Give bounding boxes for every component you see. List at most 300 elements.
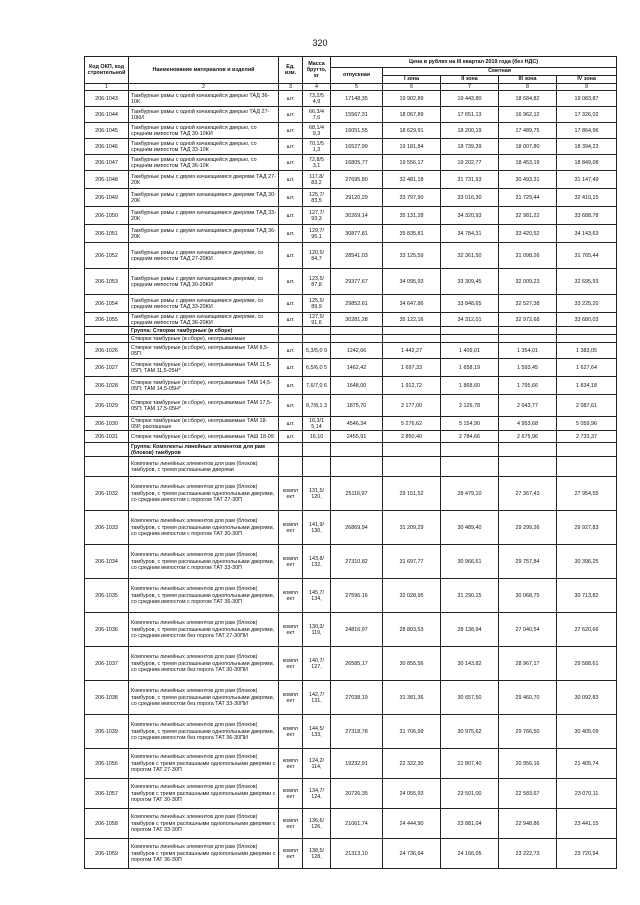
subgroup-row xyxy=(85,457,617,477)
page-number: 320 xyxy=(312,38,328,48)
price-zone-4: 33 688,78 xyxy=(557,207,617,225)
table-row xyxy=(85,359,617,377)
item-code: 206-1043 xyxy=(85,91,129,107)
column-index: 2 xyxy=(129,84,279,91)
price-zone-2: 24 166,05 xyxy=(441,839,499,869)
table-row xyxy=(85,511,617,545)
item-name: Комплекты линейных элементов для рам (блоков) тамбуров, с тремя распашными однопольными дверями, со средним импостом без порога ТАТ 33-30ПИ xyxy=(129,681,279,715)
table-row xyxy=(85,545,617,579)
price-release: 27038,19 xyxy=(331,681,383,715)
price-zone-4: 27 954,55 xyxy=(557,477,617,511)
table-row xyxy=(85,681,617,715)
item-unit: шт. xyxy=(279,107,303,123)
price-zone-2: 19 202,77 xyxy=(441,155,499,171)
item-unit: компл ект xyxy=(279,779,303,809)
item-code: 206-1058 xyxy=(85,809,129,839)
price-zone-2: 2 126,78 xyxy=(441,395,499,417)
item-unit: компл ект xyxy=(279,809,303,839)
item-mass: 16,3/1 5,14 xyxy=(303,417,331,431)
price-zone-1: 31 697,77 xyxy=(383,545,441,579)
item-code: 206-1027 xyxy=(85,359,129,377)
empty-cell xyxy=(279,457,303,477)
price-zone-4: 1 383,05 xyxy=(557,343,617,359)
item-unit: шт. xyxy=(279,431,303,443)
header-mass: Масса брутто, кг xyxy=(303,57,331,84)
price-zone-3: 29 766,50 xyxy=(499,715,557,749)
item-unit: компл ект xyxy=(279,647,303,681)
item-name: Тамбурные рамы с одной качающейся дверью ТАД 27-10КИ xyxy=(129,107,279,123)
price-zone-4: 5 059,96 xyxy=(557,417,617,431)
item-mass: 125,5/ 89,9 xyxy=(303,295,331,313)
item-mass: 8,7/8,1 3 xyxy=(303,395,331,417)
price-table xyxy=(84,56,617,869)
price-release: 21313,10 xyxy=(331,839,383,869)
price-zone-3: 28 967,17 xyxy=(499,647,557,681)
header-zone-3: III зона xyxy=(499,76,557,84)
price-zone-4: 2 733,37 xyxy=(557,431,617,443)
item-mass: 73,2/5 4,9 xyxy=(303,91,331,107)
empty-cell xyxy=(557,327,617,335)
item-unit: компл ект xyxy=(279,477,303,511)
item-name: Тамбурные рамы с двумя качающимися дверями ТАД 27-20К xyxy=(129,171,279,189)
price-release: 25116,97 xyxy=(331,477,383,511)
price-release: 1875,70 xyxy=(331,395,383,417)
header-code: Код ОКП, код строительной xyxy=(85,57,129,84)
price-zone-1: 34 095,93 xyxy=(383,269,441,295)
price-zone-3: 1 795,66 xyxy=(499,377,557,395)
item-name: Комплекты линейных элементов для рам (блоков) тамбуров, с тремя распашными однопольными дверями, со средним импостом с порогом ТАТ 30-30П xyxy=(129,511,279,545)
item-name: Тамбурные рамы с двумя качающимися дверями, со средним импостом ТАД 36-20КИ xyxy=(129,313,279,327)
price-zone-3: 2 675,96 xyxy=(499,431,557,443)
price-zone-1: 33 797,90 xyxy=(383,189,441,207)
price-zone-4: 30 396,25 xyxy=(557,545,617,579)
item-name: Створки тамбурные (в сборе), неотрываемые ТАМ 17,5-05П; ТАМ 17,5-05Н* xyxy=(129,395,279,417)
price-release: 20726,35 xyxy=(331,779,383,809)
price-zone-2: 34 312,01 xyxy=(441,313,499,327)
item-name: Створки тамбурные (в сборе), неотрываемые ТАМ 8,5-05П xyxy=(129,343,279,359)
item-mass: 123,5/ 87,8 xyxy=(303,269,331,295)
price-zone-2: 18 739,39 xyxy=(441,139,499,155)
item-unit: компл ект xyxy=(279,545,303,579)
price-zone-2: 30 975,62 xyxy=(441,715,499,749)
price-zone-1: 24 444,90 xyxy=(383,809,441,839)
table-row xyxy=(85,579,617,613)
price-zone-1: 2 177,00 xyxy=(383,395,441,417)
column-index-row xyxy=(85,84,617,91)
table-row xyxy=(85,243,617,269)
item-unit: компл ект xyxy=(279,749,303,779)
price-zone-3: 29 460,70 xyxy=(499,681,557,715)
item-unit: шт. xyxy=(279,269,303,295)
price-zone-1: 1 697,33 xyxy=(383,359,441,377)
item-unit: компл ект xyxy=(279,511,303,545)
table-row xyxy=(85,91,617,107)
price-zone-4: 29 927,83 xyxy=(557,511,617,545)
item-code: 206-1044 xyxy=(85,107,129,123)
price-zone-3: 32 527,38 xyxy=(499,295,557,313)
price-zone-2: 28 138,94 xyxy=(441,613,499,647)
empty-cell xyxy=(499,327,557,335)
item-mass: 134,7/ 124, xyxy=(303,779,331,809)
item-unit: компл ект xyxy=(279,579,303,613)
empty-cell xyxy=(279,327,303,335)
item-name: Комплекты линейных элементов для рам (блоков) тамбуров, с тремя распашными однопольными дверями, со средним импостом без порога ТАТ 36-30ПИ xyxy=(129,715,279,749)
price-release: 26585,17 xyxy=(331,647,383,681)
empty-cell xyxy=(499,335,557,343)
price-zone-4: 30 405,09 xyxy=(557,715,617,749)
empty-cell xyxy=(331,443,383,457)
item-mass: 127,7/ 93,3 xyxy=(303,207,331,225)
price-zone-3: 30 068,75 xyxy=(499,579,557,613)
price-zone-2: 30 489,40 xyxy=(441,511,499,545)
item-mass: 142,7/ 131, xyxy=(303,681,331,715)
item-mass: 16,10 xyxy=(303,431,331,443)
item-unit: шт. xyxy=(279,189,303,207)
empty-cell xyxy=(331,457,383,477)
empty-cell xyxy=(383,457,441,477)
price-zone-4: 18 849,08 xyxy=(557,155,617,171)
item-unit: шт. xyxy=(279,343,303,359)
price-release: 17148,35 xyxy=(331,91,383,107)
item-unit: шт. xyxy=(279,123,303,139)
item-code: 206-1051 xyxy=(85,225,129,243)
empty-cell xyxy=(85,457,129,477)
price-release: 27596,16 xyxy=(331,579,383,613)
empty-cell xyxy=(279,443,303,457)
price-zone-1: 31 381,36 xyxy=(383,681,441,715)
item-name: Тамбурные рамы с двумя качающимися дверями, со средним импостом ТАД 27-20КИ xyxy=(129,243,279,269)
item-code: 206-1038 xyxy=(85,681,129,715)
price-zone-1: 1 912,72 xyxy=(383,377,441,395)
column-index: 7 xyxy=(441,84,499,91)
price-zone-3: 32 972,68 xyxy=(499,313,557,327)
column-index: 9 xyxy=(557,84,617,91)
empty-cell xyxy=(383,443,441,457)
item-mass: 124,2/ 114, xyxy=(303,749,331,779)
price-zone-3: 18 453,19 xyxy=(499,155,557,171)
item-mass: 127,5/ 91,6 xyxy=(303,313,331,327)
item-unit: шт. xyxy=(279,171,303,189)
price-zone-3: 33 420,52 xyxy=(499,225,557,243)
price-zone-1: 18 629,91 xyxy=(383,123,441,139)
price-zone-4: 23 441,15 xyxy=(557,809,617,839)
empty-cell xyxy=(303,335,331,343)
price-zone-4: 2 087,61 xyxy=(557,395,617,417)
price-release: 30281,28 xyxy=(331,313,383,327)
price-zone-2: 28 479,10 xyxy=(441,477,499,511)
item-name: Створки тамбурные (в сборе), неотрываемые ТАМ 11,5-05П; ТАМ 11,5-05Н* xyxy=(129,359,279,377)
item-unit: шт. xyxy=(279,91,303,107)
empty-cell xyxy=(557,443,617,457)
item-name: Комплекты линейных элементов для рам (блоков) тамбуров, с тремя распашными однопольными дверями, со средним импостом без порога ТАТ 30-30ПИ xyxy=(129,647,279,681)
table-row xyxy=(85,779,617,809)
table-row xyxy=(85,395,617,417)
price-zone-4: 27 620,66 xyxy=(557,613,617,647)
price-zone-4: 32 410,15 xyxy=(557,189,617,207)
table-row xyxy=(85,839,617,869)
empty-cell xyxy=(441,457,499,477)
item-name: Комплекты линейных элементов для рам (блоков) тамбуров с тремя распашными однопольными дверями с порогом ТАТ 36-30П xyxy=(129,839,279,869)
table-row xyxy=(85,377,617,395)
item-name: Комплекты линейных элементов для рам (блоков) тамбуров с тремя распашными однопольными дверями с порогом ТАТ 30-30П xyxy=(129,779,279,809)
item-unit: шт. xyxy=(279,225,303,243)
column-index: 3 xyxy=(279,84,303,91)
price-zone-2: 34 320,93 xyxy=(441,207,499,225)
item-mass: 143,8/ 132, xyxy=(303,545,331,579)
item-name: Тамбурные рамы с одной качающейся дверью, со средним импостом ТАД 33-10К xyxy=(129,139,279,155)
item-mass: 7,6/7,0 6 xyxy=(303,377,331,395)
price-zone-2: 32 361,50 xyxy=(441,243,499,269)
price-zone-3: 29 757,84 xyxy=(499,545,557,579)
table-row xyxy=(85,477,617,511)
price-zone-1: 35 131,28 xyxy=(383,207,441,225)
price-zone-2: 2 784,66 xyxy=(441,431,499,443)
price-zone-4: 30 092,83 xyxy=(557,681,617,715)
price-zone-3: 18 684,82 xyxy=(499,91,557,107)
item-unit: компл ект xyxy=(279,839,303,869)
item-mass: 68,1/4 9,3 xyxy=(303,123,331,139)
item-code: 206-1029 xyxy=(85,395,129,417)
price-release: 24816,97 xyxy=(331,613,383,647)
item-code: 206-1036 xyxy=(85,613,129,647)
price-release: 16805,77 xyxy=(331,155,383,171)
price-zone-1: 33 125,59 xyxy=(383,243,441,269)
price-zone-4: 17 326,02 xyxy=(557,107,617,123)
price-zone-1: 34 647,86 xyxy=(383,295,441,313)
item-name: Тамбурные рамы с одной качающейся дверью, со средним импостом ТАД 30-10КИ xyxy=(129,123,279,139)
item-code: 206-1048 xyxy=(85,171,129,189)
subgroup-row xyxy=(85,335,617,343)
price-zone-1: 35 835,81 xyxy=(383,225,441,243)
price-zone-1: 32 481,18 xyxy=(383,171,441,189)
header-zone-4: IV зона xyxy=(557,76,617,84)
item-code: 206-1050 xyxy=(85,207,129,225)
item-code: 206-1049 xyxy=(85,189,129,207)
table-row xyxy=(85,749,617,779)
empty-cell xyxy=(383,335,441,343)
empty-cell xyxy=(383,327,441,335)
price-zone-2: 18 200,19 xyxy=(441,123,499,139)
price-zone-3: 32 981,22 xyxy=(499,207,557,225)
item-mass: 140,7/ 127, xyxy=(303,647,331,681)
item-name: Тамбурные рамы с двумя качающимися дверями, со средним импостом ТАД 30-20КИ xyxy=(129,269,279,295)
price-zone-3: 32 009,23 xyxy=(499,269,557,295)
price-zone-4: 33 680,03 xyxy=(557,313,617,327)
price-zone-1: 1 442,27 xyxy=(383,343,441,359)
price-zone-2: 30 966,61 xyxy=(441,545,499,579)
item-unit: шт. xyxy=(279,359,303,377)
item-unit: шт. xyxy=(279,313,303,327)
item-code: 206-1039 xyxy=(85,715,129,749)
empty-cell xyxy=(441,327,499,335)
table-row xyxy=(85,809,617,839)
price-zone-2: 33 309,45 xyxy=(441,269,499,295)
price-zone-2: 33 016,30 xyxy=(441,189,499,207)
item-mass: 129,7/ 95,1 xyxy=(303,225,331,243)
table-row xyxy=(85,343,617,359)
group-row xyxy=(85,327,617,335)
item-mass: 5,3/5,0 9 xyxy=(303,343,331,359)
price-zone-1: 29 151,52 xyxy=(383,477,441,511)
item-code: 206-1045 xyxy=(85,123,129,139)
price-release: 1462,42 xyxy=(331,359,383,377)
item-mass: 141,9/ 130, xyxy=(303,511,331,545)
table-row xyxy=(85,269,617,295)
column-index: 1 xyxy=(85,84,129,91)
item-code: 206-1054 xyxy=(85,295,129,313)
empty-cell xyxy=(85,335,129,343)
empty-cell xyxy=(303,457,331,477)
item-mass: 130,3/ 119, xyxy=(303,613,331,647)
item-code: 206-1028 xyxy=(85,377,129,395)
item-code: 206-1052 xyxy=(85,243,129,269)
item-mass: 144,5/ 133, xyxy=(303,715,331,749)
price-zone-1: 30 855,56 xyxy=(383,647,441,681)
item-unit: шт. xyxy=(279,417,303,431)
item-name: Тамбурные рамы с одной качающейся дверью, со средним импостом ТАД 36-10К xyxy=(129,155,279,171)
item-unit: компл ект xyxy=(279,715,303,749)
item-code: 206-1035 xyxy=(85,579,129,613)
item-code: 206-1046 xyxy=(85,139,129,155)
item-mass: 6,5/6,0 5 xyxy=(303,359,331,377)
price-zone-3: 2 043,77 xyxy=(499,395,557,417)
price-release: 26869,94 xyxy=(331,511,383,545)
item-unit: шт. xyxy=(279,207,303,225)
item-name: Комплекты линейных элементов для рам (блоков) тамбуров с тремя распашными однопольными дверями с порогом ТАТ 27-30П xyxy=(129,749,279,779)
column-index: 6 xyxy=(383,84,441,91)
item-code: 206-1033 xyxy=(85,511,129,545)
item-code: 206-1034 xyxy=(85,545,129,579)
header-zone-1: I зона xyxy=(383,76,441,84)
header-estimate: Сметная xyxy=(383,68,617,76)
price-release: 4546,34 xyxy=(331,417,383,431)
price-zone-2: 33 848,65 xyxy=(441,295,499,313)
item-code: 206-1059 xyxy=(85,839,129,869)
price-zone-2: 5 154,90 xyxy=(441,417,499,431)
item-mass: 136,6/ 126, xyxy=(303,809,331,839)
item-name: Тамбурные рамы с двумя качающимися дверями ТАД 30-20К xyxy=(129,189,279,207)
item-name: Комплекты линейных элементов для рам (блоков) тамбуров, с тремя распашными однопольными дверями, со средним импостом без порога ТАТ 27-30ПИ xyxy=(129,613,279,647)
price-zone-1: 2 850,40 xyxy=(383,431,441,443)
price-zone-2: 1 409,01 xyxy=(441,343,499,359)
item-mass: 66,3/4 7,6 xyxy=(303,107,331,123)
empty-cell xyxy=(441,443,499,457)
item-mass: 120,5/ 84,7 xyxy=(303,243,331,269)
price-zone-3: 23 222,73 xyxy=(499,839,557,869)
price-release: 2455,91 xyxy=(331,431,383,443)
price-zone-2: 23 881,04 xyxy=(441,809,499,839)
price-zone-3: 30 493,31 xyxy=(499,171,557,189)
item-name: Комплекты линейных элементов для рам (блоков) тамбуров, с тремя распашными однопольными дверями, со средним импостом с порогом ТАТ 36-30П xyxy=(129,579,279,613)
empty-cell xyxy=(85,327,129,335)
table-row xyxy=(85,295,617,313)
item-name: Створки тамбурные (в сборе), неотрываемые ТАМ 14,5-05П; ТАМ 14,5-05Н* xyxy=(129,377,279,395)
item-code: 206-1037 xyxy=(85,647,129,681)
item-unit: шт. xyxy=(279,377,303,395)
price-zone-1: 19 902,89 xyxy=(383,91,441,107)
subgroup-title: Створки тамбурные (в сборе), неотрываемые xyxy=(129,335,279,343)
price-zone-4: 31 147,49 xyxy=(557,171,617,189)
price-release: 27310,82 xyxy=(331,545,383,579)
table-row xyxy=(85,171,617,189)
price-release: 30269,14 xyxy=(331,207,383,225)
item-mass: 145,7/ 134, xyxy=(303,579,331,613)
price-zone-3: 1 354,01 xyxy=(499,343,557,359)
price-zone-2: 21 807,40 xyxy=(441,749,499,779)
header-name: Наименование материалов и изделий xyxy=(129,57,279,84)
price-zone-3: 20 956,16 xyxy=(499,749,557,779)
item-mass: 125,7/ 83,5 xyxy=(303,189,331,207)
item-name: Тамбурные рамы с двумя качающимися дверями, со средним импостом ТАД 33-20КИ xyxy=(129,295,279,313)
item-code: 206-1055 xyxy=(85,313,129,327)
empty-cell xyxy=(279,335,303,343)
item-code: 206-1053 xyxy=(85,269,129,295)
item-code: 206-1032 xyxy=(85,477,129,511)
price-release: 30877,81 xyxy=(331,225,383,243)
group-title: Группа: Комплекты линейных элементов для рам (блоков) тамбуров xyxy=(129,443,279,457)
price-release: 1242,66 xyxy=(331,343,383,359)
item-code: 206-1056 xyxy=(85,749,129,779)
price-zone-3: 18 007,80 xyxy=(499,139,557,155)
price-zone-1: 24 736,64 xyxy=(383,839,441,869)
table-row xyxy=(85,647,617,681)
item-mass: 70,1/5 1,3 xyxy=(303,139,331,155)
price-zone-1: 22 322,30 xyxy=(383,749,441,779)
item-unit: шт. xyxy=(279,139,303,155)
item-mass: 131,5/ 120, xyxy=(303,477,331,511)
price-zone-4: 32 695,93 xyxy=(557,269,617,295)
item-code: 206-1047 xyxy=(85,155,129,171)
empty-cell xyxy=(303,443,331,457)
header-unit: Ед. изм. xyxy=(279,57,303,84)
price-zone-2: 23 501,00 xyxy=(441,779,499,809)
item-unit: компл ект xyxy=(279,681,303,715)
item-name: Тамбурные рамы с двумя качающимися дверями ТАД 36-20К xyxy=(129,225,279,243)
price-release: 16051,55 xyxy=(331,123,383,139)
table-row xyxy=(85,139,617,155)
group-row xyxy=(85,443,617,457)
header-price-caption: Цена в рублях на III квартал 2019 года (без НДС) xyxy=(331,57,617,68)
price-zone-3: 16 962,12 xyxy=(499,107,557,123)
price-release: 21061,74 xyxy=(331,809,383,839)
price-zone-3: 29 299,26 xyxy=(499,511,557,545)
table-row xyxy=(85,431,617,443)
price-zone-1: 5 276,62 xyxy=(383,417,441,431)
price-zone-4: 31 765,44 xyxy=(557,243,617,269)
table-row xyxy=(85,417,617,431)
price-zone-4: 19 083,87 xyxy=(557,91,617,107)
price-zone-1: 28 803,53 xyxy=(383,613,441,647)
table-row xyxy=(85,715,617,749)
item-name: Створки тамбурные (в сборе), неотрываемые ТАМ 18-05Р, распашные xyxy=(129,417,279,431)
item-name: Тамбурные рамы с двумя качающимися дверями ТАД 33-20К xyxy=(129,207,279,225)
item-name: Комплекты линейных элементов для рам (блоков) тамбуров, с тремя распашными однопольными дверями, со средним импостом с порогом ТАТ 27-30П xyxy=(129,477,279,511)
price-zone-2: 31 731,93 xyxy=(441,171,499,189)
price-zone-2: 31 290,15 xyxy=(441,579,499,613)
price-release: 27695,80 xyxy=(331,171,383,189)
price-release: 15567,31 xyxy=(331,107,383,123)
price-zone-1: 18 067,89 xyxy=(383,107,441,123)
price-zone-1: 35 122,16 xyxy=(383,313,441,327)
price-release: 29377,67 xyxy=(331,269,383,295)
table-row xyxy=(85,313,617,327)
price-zone-4: 23 070,11 xyxy=(557,779,617,809)
table-row xyxy=(85,207,617,225)
price-zone-2: 34 784,31 xyxy=(441,225,499,243)
price-zone-4: 1 834,18 xyxy=(557,377,617,395)
item-mass: 138,5/ 128, xyxy=(303,839,331,869)
price-zone-3: 31 098,26 xyxy=(499,243,557,269)
